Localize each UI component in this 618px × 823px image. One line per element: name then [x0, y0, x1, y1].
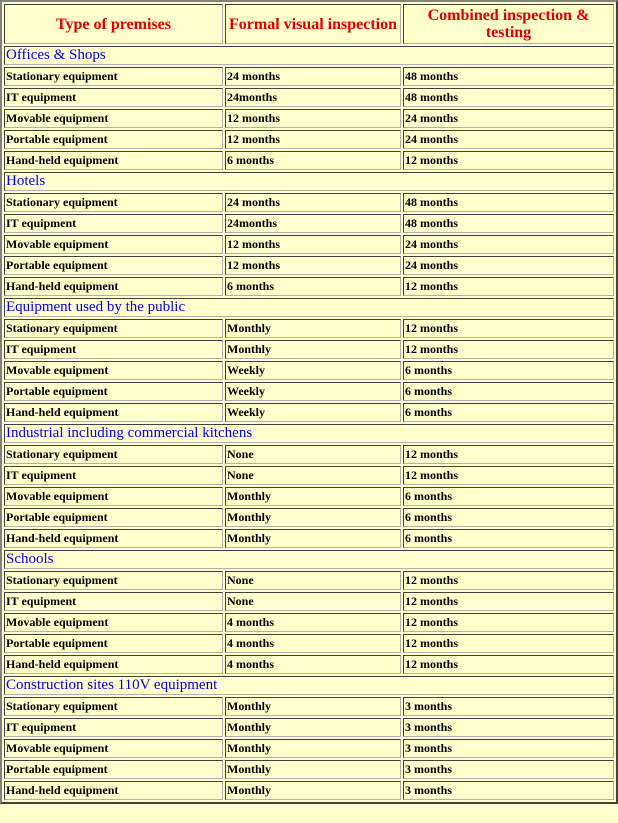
- visual-inspection-interval-cell: Monthly: [225, 319, 401, 338]
- combined-testing-interval-cell: 12 months: [403, 340, 614, 359]
- equipment-type-cell: Portable equipment: [4, 256, 223, 275]
- equipment-type-cell: Movable equipment: [4, 613, 223, 632]
- table-row: [4, 571, 614, 590]
- equipment-type-cell: Stationary equipment: [4, 697, 223, 716]
- visual-inspection-interval-cell: 24 months: [225, 67, 401, 86]
- table-row: [4, 403, 614, 422]
- combined-testing-interval-cell: 3 months: [403, 697, 614, 716]
- combined-testing-interval-cell: 3 months: [403, 760, 614, 779]
- equipment-type-cell: Portable equipment: [4, 508, 223, 527]
- combined-testing-interval-cell: 3 months: [403, 718, 614, 737]
- combined-testing-interval-cell: 24 months: [403, 130, 614, 149]
- visual-inspection-interval-cell: 4 months: [225, 655, 401, 674]
- section-header-row: [4, 550, 614, 569]
- table-row: [4, 88, 614, 107]
- section-title: Offices & Shops: [4, 46, 614, 65]
- table-row: [4, 508, 614, 527]
- equipment-type-cell: Stationary equipment: [4, 445, 223, 464]
- visual-inspection-interval-cell: 4 months: [225, 634, 401, 653]
- combined-testing-interval-cell: 6 months: [403, 403, 614, 422]
- visual-inspection-interval-cell: 24 months: [225, 193, 401, 212]
- equipment-type-cell: Stationary equipment: [4, 319, 223, 338]
- equipment-type-cell: Portable equipment: [4, 760, 223, 779]
- visual-inspection-interval-cell: Weekly: [225, 361, 401, 380]
- equipment-type-cell: Hand-held equipment: [4, 529, 223, 548]
- combined-testing-interval-cell: 3 months: [403, 739, 614, 758]
- combined-testing-interval-cell: 12 months: [403, 319, 614, 338]
- table-row: [4, 319, 614, 338]
- table-row: [4, 655, 614, 674]
- visual-inspection-interval-cell: Weekly: [225, 403, 401, 422]
- visual-inspection-interval-cell: Monthly: [225, 760, 401, 779]
- header-combined-inspection-testing: Combined inspection & testing: [403, 4, 614, 44]
- header-formal-visual-inspection: Formal visual inspection: [225, 4, 401, 44]
- equipment-type-cell: Stationary equipment: [4, 67, 223, 86]
- header-type-of-premises: Type of premises: [4, 4, 223, 44]
- combined-testing-interval-cell: 6 months: [403, 487, 614, 506]
- visual-inspection-interval-cell: 12 months: [225, 256, 401, 275]
- table-row: [4, 781, 614, 800]
- combined-testing-interval-cell: 48 months: [403, 214, 614, 233]
- combined-testing-interval-cell: 12 months: [403, 445, 614, 464]
- equipment-type-cell: Movable equipment: [4, 361, 223, 380]
- equipment-type-cell: Portable equipment: [4, 634, 223, 653]
- table-row: [4, 634, 614, 653]
- visual-inspection-interval-cell: 24months: [225, 214, 401, 233]
- equipment-type-cell: IT equipment: [4, 214, 223, 233]
- equipment-type-cell: Movable equipment: [4, 487, 223, 506]
- section-title: Schools: [4, 550, 614, 569]
- visual-inspection-interval-cell: 24months: [225, 88, 401, 107]
- table-row: [4, 382, 614, 401]
- equipment-type-cell: IT equipment: [4, 592, 223, 611]
- table-row: [4, 445, 614, 464]
- header-row: [4, 4, 614, 44]
- combined-testing-interval-cell: 48 months: [403, 193, 614, 212]
- table-row: [4, 214, 614, 233]
- equipment-type-cell: Stationary equipment: [4, 571, 223, 590]
- table-row: [4, 529, 614, 548]
- table-row: [4, 739, 614, 758]
- table-row: [4, 67, 614, 86]
- combined-testing-interval-cell: 24 months: [403, 256, 614, 275]
- combined-testing-interval-cell: 6 months: [403, 508, 614, 527]
- table-row: [4, 613, 614, 632]
- combined-testing-interval-cell: 6 months: [403, 382, 614, 401]
- section-title: Hotels: [4, 172, 614, 191]
- equipment-type-cell: Portable equipment: [4, 130, 223, 149]
- equipment-type-cell: Hand-held equipment: [4, 655, 223, 674]
- table-row: [4, 256, 614, 275]
- table-row: [4, 697, 614, 716]
- section-header-row: [4, 172, 614, 191]
- table-row: [4, 361, 614, 380]
- visual-inspection-interval-cell: 6 months: [225, 277, 401, 296]
- combined-testing-interval-cell: 12 months: [403, 613, 614, 632]
- table-row: [4, 718, 614, 737]
- table-row: [4, 466, 614, 485]
- table-row: [4, 592, 614, 611]
- combined-testing-interval-cell: 12 months: [403, 151, 614, 170]
- combined-testing-interval-cell: 12 months: [403, 655, 614, 674]
- table-row: [4, 151, 614, 170]
- combined-testing-interval-cell: 12 months: [403, 571, 614, 590]
- visual-inspection-interval-cell: 6 months: [225, 151, 401, 170]
- visual-inspection-interval-cell: Monthly: [225, 697, 401, 716]
- equipment-type-cell: IT equipment: [4, 466, 223, 485]
- table-row: [4, 130, 614, 149]
- visual-inspection-interval-cell: None: [225, 592, 401, 611]
- table-row: [4, 109, 614, 128]
- equipment-type-cell: Movable equipment: [4, 235, 223, 254]
- equipment-type-cell: Movable equipment: [4, 109, 223, 128]
- table-row: [4, 760, 614, 779]
- equipment-type-cell: IT equipment: [4, 718, 223, 737]
- equipment-type-cell: Hand-held equipment: [4, 151, 223, 170]
- visual-inspection-interval-cell: Monthly: [225, 340, 401, 359]
- visual-inspection-interval-cell: 12 months: [225, 109, 401, 128]
- combined-testing-interval-cell: 12 months: [403, 592, 614, 611]
- equipment-type-cell: Movable equipment: [4, 739, 223, 758]
- visual-inspection-interval-cell: Monthly: [225, 487, 401, 506]
- visual-inspection-interval-cell: Monthly: [225, 529, 401, 548]
- equipment-type-cell: Portable equipment: [4, 382, 223, 401]
- combined-testing-interval-cell: 48 months: [403, 67, 614, 86]
- section-header-row: [4, 676, 614, 695]
- combined-testing-interval-cell: 6 months: [403, 529, 614, 548]
- visual-inspection-interval-cell: Monthly: [225, 781, 401, 800]
- table-row: [4, 340, 614, 359]
- section-header-row: [4, 46, 614, 65]
- visual-inspection-interval-cell: None: [225, 466, 401, 485]
- visual-inspection-interval-cell: None: [225, 571, 401, 590]
- equipment-type-cell: Hand-held equipment: [4, 403, 223, 422]
- equipment-type-cell: Hand-held equipment: [4, 781, 223, 800]
- table-row: [4, 487, 614, 506]
- section-header-row: [4, 424, 614, 443]
- visual-inspection-interval-cell: None: [225, 445, 401, 464]
- equipment-type-cell: Stationary equipment: [4, 193, 223, 212]
- section-title: Equipment used by the public: [4, 298, 614, 317]
- combined-testing-interval-cell: 6 months: [403, 361, 614, 380]
- equipment-type-cell: Hand-held equipment: [4, 277, 223, 296]
- combined-testing-interval-cell: 48 months: [403, 88, 614, 107]
- table-body: [4, 46, 614, 800]
- visual-inspection-interval-cell: Monthly: [225, 739, 401, 758]
- visual-inspection-interval-cell: 12 months: [225, 130, 401, 149]
- combined-testing-interval-cell: 12 months: [403, 277, 614, 296]
- combined-testing-interval-cell: 12 months: [403, 466, 614, 485]
- equipment-type-cell: IT equipment: [4, 340, 223, 359]
- combined-testing-interval-cell: 12 months: [403, 634, 614, 653]
- visual-inspection-interval-cell: Weekly: [225, 382, 401, 401]
- combined-testing-interval-cell: 3 months: [403, 781, 614, 800]
- visual-inspection-interval-cell: 4 months: [225, 613, 401, 632]
- equipment-type-cell: IT equipment: [4, 88, 223, 107]
- visual-inspection-interval-cell: 12 months: [225, 235, 401, 254]
- visual-inspection-interval-cell: Monthly: [225, 718, 401, 737]
- section-title: Construction sites 110V equipment: [4, 676, 614, 695]
- combined-testing-interval-cell: 24 months: [403, 109, 614, 128]
- table-row: [4, 277, 614, 296]
- combined-testing-interval-cell: 24 months: [403, 235, 614, 254]
- section-title: Industrial including commercial kitchens: [4, 424, 614, 443]
- visual-inspection-interval-cell: Monthly: [225, 508, 401, 527]
- table-row: [4, 235, 614, 254]
- table-row: [4, 193, 614, 212]
- section-header-row: [4, 298, 614, 317]
